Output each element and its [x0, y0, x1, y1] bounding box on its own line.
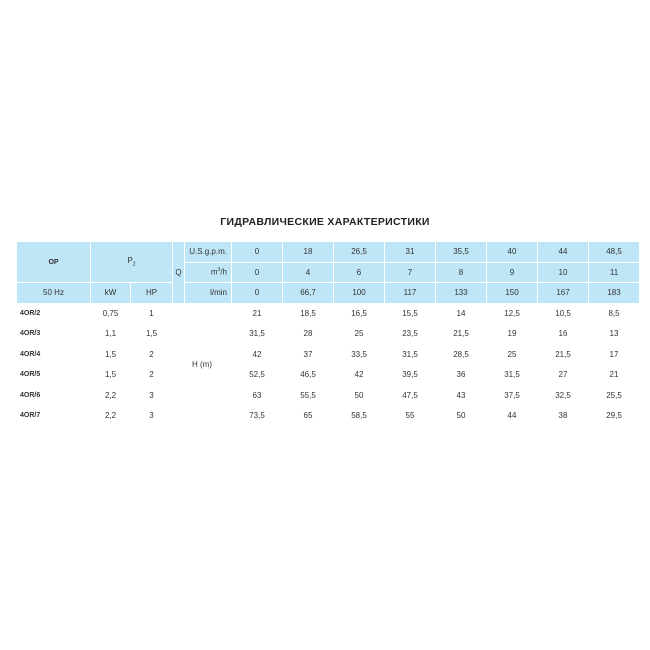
model-cell: 4OR/4 [17, 344, 91, 365]
hp-cell: 1 [131, 303, 173, 324]
kw-cell: 1,5 [91, 344, 131, 365]
head-value-cell: 32,5 [538, 385, 589, 406]
head-value-cell: 46,5 [283, 365, 334, 386]
head-value-cell: 16 [538, 324, 589, 345]
model-header: OP [17, 242, 91, 283]
head-value-cell: 14 [436, 303, 487, 324]
flow-usgpm-value: 31 [385, 242, 436, 263]
hydraulic-characteristics-table [16, 241, 640, 427]
flow-lmin-value: 66,7 [283, 283, 334, 304]
frequency-header: 50 Hz [17, 283, 91, 304]
flow-lmin-value: 150 [487, 283, 538, 304]
flow-m3h-value: 8 [436, 262, 487, 283]
head-value-cell: 23,5 [385, 324, 436, 345]
head-value-cell: 8,5 [589, 303, 640, 324]
kw-cell: 2,2 [91, 406, 131, 427]
head-value-cell: 18,5 [283, 303, 334, 324]
table-row [17, 324, 640, 345]
flow-m3h-value: 7 [385, 262, 436, 283]
head-value-cell: 15,5 [385, 303, 436, 324]
kw-cell: 0,75 [91, 303, 131, 324]
flow-lmin-value: 100 [334, 283, 385, 304]
head-value-cell: 10,5 [538, 303, 589, 324]
flow-m3h-value: 10 [538, 262, 589, 283]
head-value-cell: 65 [283, 406, 334, 427]
head-value-cell: 21 [232, 303, 283, 324]
flow-lmin-value: 117 [385, 283, 436, 304]
head-value-cell: 42 [232, 344, 283, 365]
model-cell: 4OR/5 [17, 365, 91, 386]
head-value-cell: 42 [334, 365, 385, 386]
flow-m3h-value: 0 [232, 262, 283, 283]
table-row [17, 385, 640, 406]
flow-q-header: Q [173, 242, 185, 304]
head-value-cell: 12,5 [487, 303, 538, 324]
head-value-cell: 50 [436, 406, 487, 427]
head-value-cell: 29,5 [589, 406, 640, 427]
hp-cell: 3 [131, 385, 173, 406]
head-value-cell: 21 [589, 365, 640, 386]
model-cell: 4OR/2 [17, 303, 91, 324]
flow-usgpm-value: 26,5 [334, 242, 385, 263]
head-value-cell: 58,5 [334, 406, 385, 427]
head-value-cell: 33,5 [334, 344, 385, 365]
table-row [17, 344, 640, 365]
flow-lmin-value: 183 [589, 283, 640, 304]
flow-m3h-value: 6 [334, 262, 385, 283]
head-value-cell: 52,5 [232, 365, 283, 386]
flow-usgpm-value: 18 [283, 242, 334, 263]
head-value-cell: 31,5 [385, 344, 436, 365]
head-value-cell: 17 [589, 344, 640, 365]
head-value-cell: 21,5 [436, 324, 487, 345]
flow-lmin-value: 0 [232, 283, 283, 304]
kw-header: kW [91, 283, 131, 304]
hp-cell: 2 [131, 365, 173, 386]
hp-cell: 2 [131, 344, 173, 365]
head-value-cell: 25 [334, 324, 385, 345]
head-value-cell: 47,5 [385, 385, 436, 406]
page-title: ГИДРАВЛИЧЕСКИЕ ХАРАКТЕРИСТИКИ [220, 216, 430, 228]
head-value-cell: 19 [487, 324, 538, 345]
flow-usgpm-value: 35,5 [436, 242, 487, 263]
flow-usgpm-value: 48,5 [589, 242, 640, 263]
head-value-cell: 13 [589, 324, 640, 345]
head-value-cell: 73,5 [232, 406, 283, 427]
head-value-cell: 31,5 [487, 365, 538, 386]
head-value-cell: 55,5 [283, 385, 334, 406]
head-value-cell: 28 [283, 324, 334, 345]
kw-cell: 1,1 [91, 324, 131, 345]
flow-usgpm-value: 40 [487, 242, 538, 263]
header-row-usgpm [17, 242, 640, 263]
model-cell: 4OR/6 [17, 385, 91, 406]
flow-m3h-value: 4 [283, 262, 334, 283]
head-value-cell: 16,5 [334, 303, 385, 324]
head-value-cell: 43 [436, 385, 487, 406]
head-value-cell: 63 [232, 385, 283, 406]
flow-m3h-value: 11 [589, 262, 640, 283]
head-value-cell: 27 [538, 365, 589, 386]
flow-lmin-value: 167 [538, 283, 589, 304]
kw-cell: 2,2 [91, 385, 131, 406]
table-row [17, 406, 640, 427]
head-value-cell: 37,5 [487, 385, 538, 406]
hp-cell: 1,5 [131, 324, 173, 345]
head-value-cell: 38 [538, 406, 589, 427]
flow-m3h-value: 9 [487, 262, 538, 283]
head-value-cell: 31,5 [232, 324, 283, 345]
flow-usgpm-value: 44 [538, 242, 589, 263]
head-value-cell: 21,5 [538, 344, 589, 365]
head-value-cell: 37 [283, 344, 334, 365]
head-value-cell: 36 [436, 365, 487, 386]
flow-usgpm-value: 0 [232, 242, 283, 263]
header-row-lmin [17, 283, 640, 304]
head-label-cell: H (m) [173, 303, 232, 426]
table-row [17, 303, 640, 324]
kw-cell: 1,5 [91, 365, 131, 386]
hp-header: HP [131, 283, 173, 304]
head-value-cell: 50 [334, 385, 385, 406]
usgpm-label: U.S.g.p.m. [185, 242, 232, 263]
head-value-cell: 39,5 [385, 365, 436, 386]
lmin-label: l/min [185, 283, 232, 304]
head-value-cell: 25,5 [589, 385, 640, 406]
head-value-cell: 28,5 [436, 344, 487, 365]
table-row [17, 365, 640, 386]
head-value-cell: 25 [487, 344, 538, 365]
model-cell: 4OR/3 [17, 324, 91, 345]
head-value-cell: 44 [487, 406, 538, 427]
head-value-cell: 55 [385, 406, 436, 427]
m3h-label: $m^3/h$ [185, 262, 232, 283]
flow-lmin-value: 133 [436, 283, 487, 304]
model-cell: 4OR/7 [17, 406, 91, 427]
hp-cell: 3 [131, 406, 173, 427]
power-header: $P_2$ [91, 242, 173, 283]
